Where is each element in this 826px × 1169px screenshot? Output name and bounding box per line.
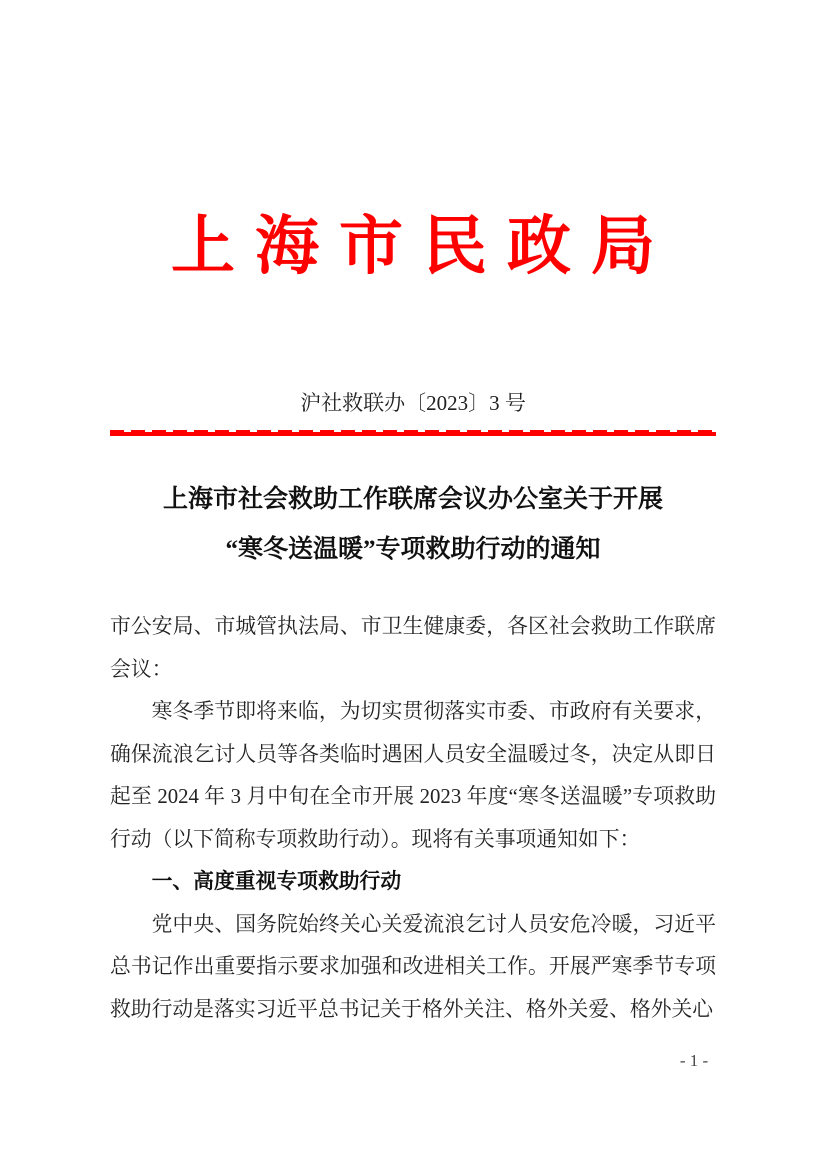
recipients-line: 市公安局、市城管执法局、市卫生健康委，各区社会救助工作联席会议： [110,615,716,681]
red-separator-bar [110,432,716,436]
agency-letterhead-title: 上海市民政局 [171,211,675,282]
document-title-line-1: 上海市社会救助工作联席会议办公室关于开展 [162,486,663,513]
red-separator-line [110,430,716,436]
document-title-line-2: “寒冬送温暖”专项救助行动的通知 [225,536,601,563]
document-number: 沪社救联办〔2023〕3 号 [300,391,526,415]
section-1-heading: 一、高度重视专项救助行动 [151,870,402,893]
document-title [110,475,716,575]
page-number: - 1 - [679,1051,709,1070]
section-1-paragraph: 党中央、国务院始终关心关爱流浪乞讨人员安危冷暖，习近平总书记作出重要指示要求加强和改进相关工作。开展严寒季节专项救助行动是落实习近平总书记关于格外关注、格外关爱、格外关心 [110,912,716,1021]
paragraph-intro: 寒冬季节即将来临，为切实贯彻落实市委、市政府有关要求，确保流浪乞讨人员等各类临时遇困人员安全温暖过冬，决定从即日起至 2024 年 3 月中旬在全市开展 2023 年度“寒冬送温暖”专项救助行动（以下简称专项救助行动）。现将有关事项通知如下： [110,700,716,851]
document-body [110,606,716,1031]
